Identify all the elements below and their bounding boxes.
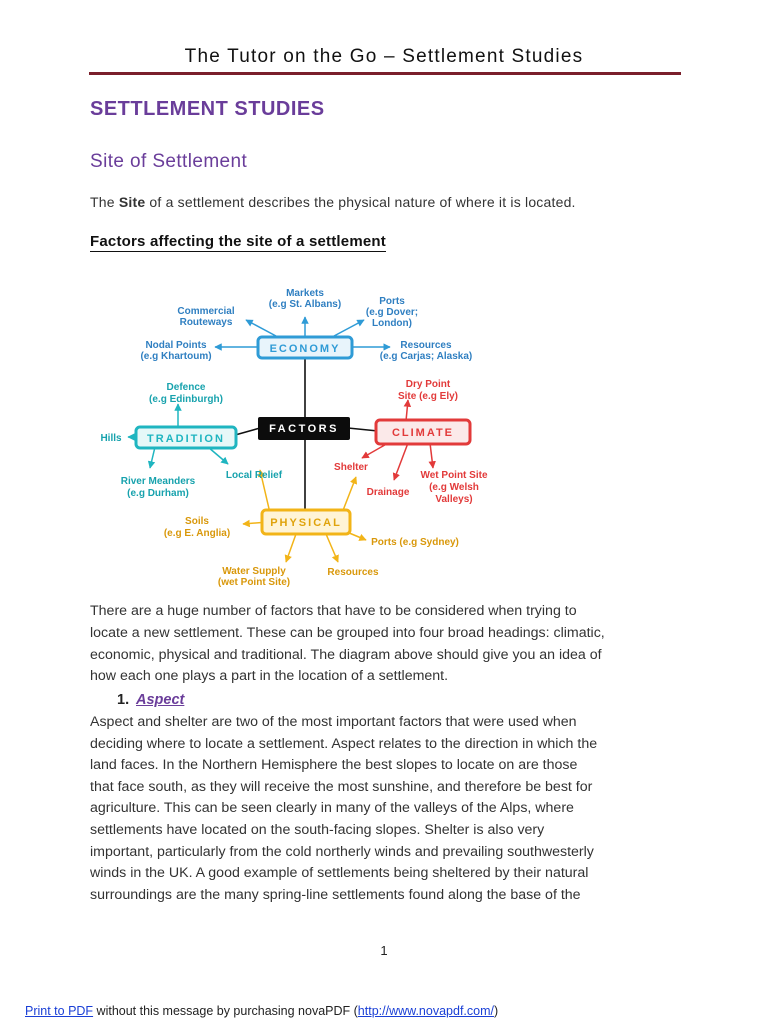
factors-diagram bbox=[90, 280, 490, 590]
local-relief-label: Local Relief bbox=[225, 470, 283, 481]
paragraph-line: settlements have located on the south-facing slopes. Shelter is also very bbox=[90, 821, 545, 838]
defence-label: Defence (e.g Edinburgh) bbox=[149, 382, 223, 405]
list-number: 1. bbox=[117, 692, 130, 708]
header-title: The Tutor on the Go – Settlement Studies bbox=[184, 46, 584, 67]
paragraph-line: important, particularly from the cold northerly winds and prevailing southwesterly bbox=[90, 843, 594, 860]
tradition-box bbox=[136, 427, 236, 448]
physical-label: PHYSICAL bbox=[270, 517, 342, 529]
dry-point-label: Dry Point Site (e.g Ely) bbox=[397, 379, 459, 402]
ports-label: Ports (e.g Dover; London) bbox=[365, 296, 419, 329]
commercial-routeways-label: Commercial Routeways bbox=[177, 306, 235, 328]
paragraph-line: that face south, as they will receive the most sunshine, and therefore be best for bbox=[90, 778, 593, 795]
footer-end: ) bbox=[493, 1004, 499, 1018]
climate-box bbox=[376, 420, 470, 444]
physical-ports-label: Ports (e.g Sydney) bbox=[371, 537, 459, 548]
paragraph-line: agriculture. This can be seen clearly in many of the valleys of the Alps, where bbox=[90, 800, 574, 817]
novapdf-link[interactable]: http://www.novapdf.com/ bbox=[357, 1004, 494, 1018]
paragraph-line: locate a new settlement. These can be grouped into four broad headings: climatic, bbox=[90, 624, 605, 641]
paragraph-line: winds in the UK. A good example of settlements being sheltered by their natural bbox=[90, 865, 589, 882]
paragraph-line: deciding where to locate a settlement. Aspect relates to the direction in which the bbox=[90, 735, 598, 752]
print-to-pdf-link[interactable]: Print to PDF bbox=[25, 1004, 94, 1018]
economy-box bbox=[258, 337, 352, 358]
page-number: 1 bbox=[380, 943, 388, 958]
water-supply-label: Water Supply (wet Point Site) bbox=[217, 566, 291, 588]
nodal-points-label: Nodal Points (e.g Khartoum) bbox=[140, 340, 212, 362]
wet-point-label: Wet Point Site (e.g Welsh Valleys) bbox=[420, 470, 488, 505]
paragraph-line: how each one plays a part in the location of a settlement. bbox=[90, 668, 449, 685]
shelter-label: Shelter bbox=[334, 462, 368, 473]
body-paragraph-1 bbox=[90, 601, 690, 688]
drainage-label: Drainage bbox=[366, 487, 410, 498]
markets-label: Markets (e.g St. Albans) bbox=[268, 288, 342, 310]
footer-notice bbox=[25, 1004, 498, 1018]
physical-box bbox=[262, 510, 350, 534]
paragraph-line: Aspect and shelter are two of the most important factors that were used when bbox=[90, 714, 577, 730]
document-heading: SETTLEMENT STUDIES bbox=[90, 98, 325, 120]
intro-sentence bbox=[90, 194, 576, 210]
paragraph-line: land faces. In the Northern Hemisphere the best slopes to locate on are those bbox=[90, 757, 578, 774]
hills-label: Hills bbox=[100, 433, 122, 444]
physical-resources-label: Resources bbox=[327, 567, 379, 578]
tradition-label: TRADITION bbox=[147, 433, 225, 445]
paragraph-line: economic, physical and traditional. The diagram above should give you an idea of bbox=[90, 646, 602, 663]
climate-label: CLIMATE bbox=[391, 427, 455, 439]
intro-bold-term: Site bbox=[118, 194, 146, 210]
factors-label: FACTORS bbox=[269, 423, 339, 435]
intro-pre: The bbox=[90, 194, 119, 210]
factors-box bbox=[258, 417, 350, 440]
paragraph-line: There are a huge number of factors that have to be considered when trying to bbox=[90, 603, 577, 619]
sub-heading: Factors affecting the site of a settlement bbox=[90, 233, 386, 250]
header-rule bbox=[89, 72, 681, 75]
economy-label: ECONOMY bbox=[269, 343, 341, 355]
body-paragraph-2 bbox=[90, 712, 690, 906]
footer-text: without this message by purchasing novaPDF ( bbox=[93, 1004, 358, 1018]
river-meanders-label: River Meanders (e.g Durham) bbox=[120, 476, 196, 499]
soils-label: Soils (e.g E. Anglia) bbox=[163, 516, 231, 539]
paragraph-line: surroundings are the many spring-line settlements found along the base of the bbox=[90, 886, 581, 903]
aspect-link[interactable]: Aspect bbox=[136, 692, 185, 708]
economy-resources-label: Resources (e.g Carjas; Alaska) bbox=[379, 340, 473, 362]
intro-post: of a settlement describes the physical nature of where it is located. bbox=[145, 194, 576, 210]
section-heading: Site of Settlement bbox=[90, 151, 248, 172]
